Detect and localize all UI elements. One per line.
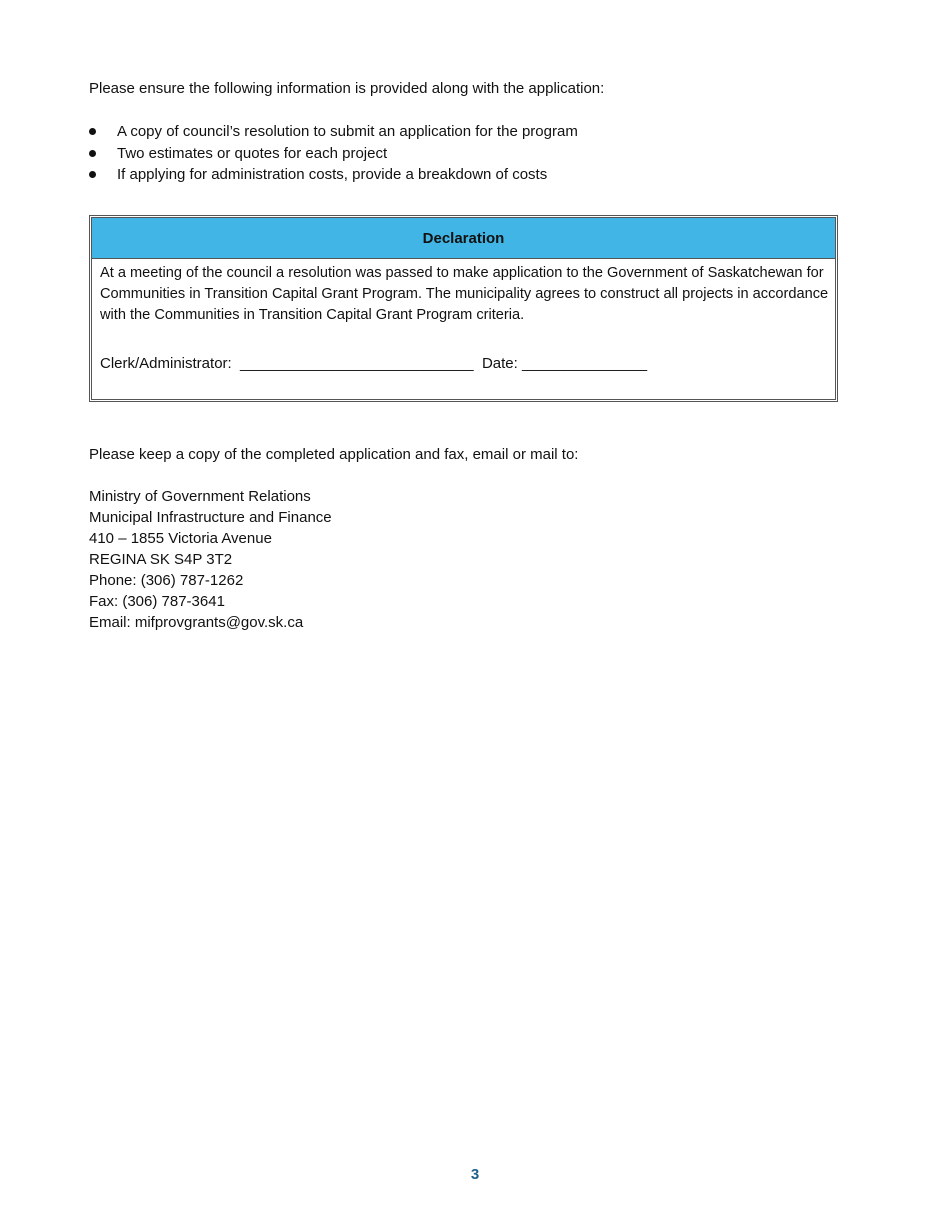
list-item bbox=[89, 121, 869, 143]
page-number: 3 bbox=[470, 1166, 480, 1183]
intro-text: Please ensure the following information is provided along with the application: bbox=[89, 80, 605, 97]
address-line-street: 410 – 1855 Victoria Avenue bbox=[89, 530, 272, 547]
required-documents-list bbox=[89, 121, 869, 186]
declaration-box bbox=[89, 215, 838, 402]
address-line-city: REGINA SK S4P 3T2 bbox=[89, 551, 233, 568]
declaration-title: Declaration bbox=[92, 218, 835, 259]
address-phone: Phone: (306) 787-1262 bbox=[89, 572, 244, 589]
list-item-text: If applying for administration costs, provide a breakdown of costs bbox=[117, 166, 548, 183]
list-item-text: Two estimates or quotes for each project bbox=[117, 144, 388, 162]
mail-instructions: Please keep a copy of the completed application and fax, email or mail to: bbox=[89, 446, 579, 463]
signature-date-line[interactable]: Clerk/Administrator: ____________________________ Date: _______________ bbox=[100, 355, 648, 372]
address-line-branch: Municipal Infrastructure and Finance bbox=[89, 509, 332, 526]
address-email[interactable]: Email: mifprovgrants@gov.sk.ca bbox=[89, 614, 304, 631]
mailing-address bbox=[89, 486, 589, 633]
bullet-icon bbox=[89, 128, 96, 135]
bullet-icon bbox=[89, 171, 96, 178]
list-item-text: A copy of council’s resolution to submit an application for the program bbox=[117, 123, 578, 140]
list-item bbox=[89, 164, 869, 186]
bullet-icon bbox=[89, 150, 96, 157]
address-line-ministry: Ministry of Government Relations bbox=[89, 488, 311, 505]
address-fax: Fax: (306) 787-3641 bbox=[89, 593, 225, 610]
declaration-body: At a meeting of the council a resolution was passed to make application to the Government of Saskatchewan for Communities in Transition Capital Grant Program. The municipality agrees to construct all projects in accordance with the Communities in Transition Capital Grant Program criteria. bbox=[100, 265, 829, 323]
list-item bbox=[89, 143, 869, 165]
